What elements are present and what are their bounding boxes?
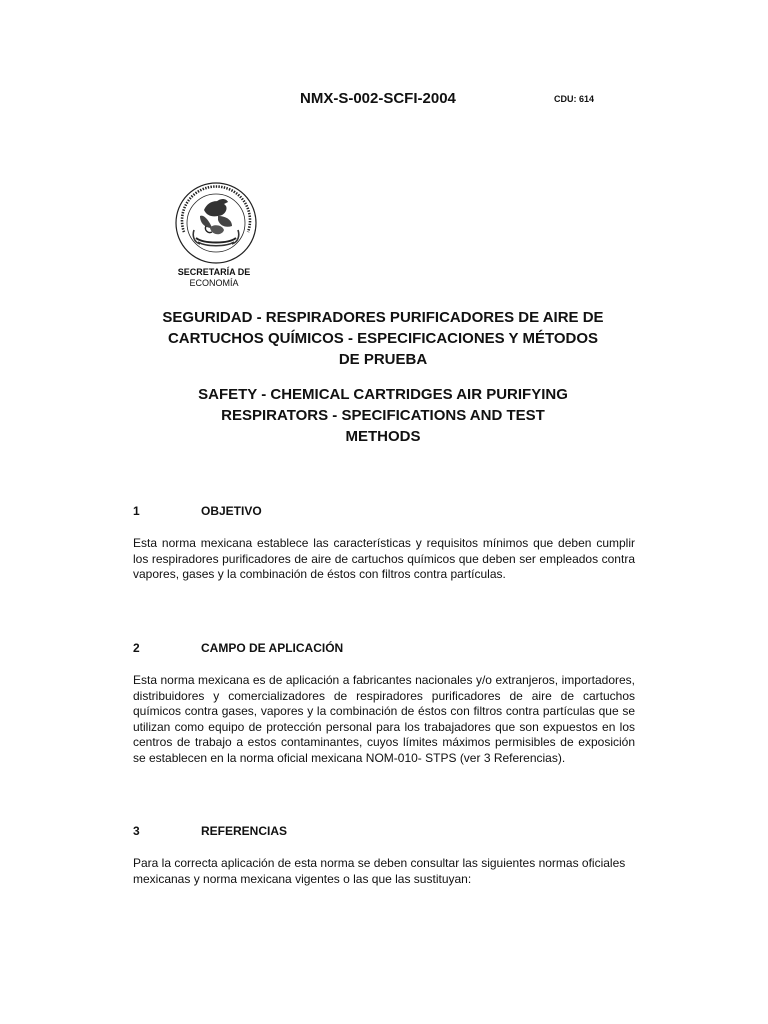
title-spanish-line-3: DE PRUEBA [338, 351, 428, 368]
title-spanish-line-2: CARTUCHOS QUÍMICOS - ESPECIFICACIONES Y MÉTODOS [167, 330, 599, 347]
ministry-line-1: SECRETARÍA DE [177, 267, 251, 277]
section-referencias [133, 824, 635, 899]
section-campo-de-aplicacion [133, 641, 635, 778]
title-spanish-line-1: SEGURIDAD - RESPIRADORES PURIFICADORES DE AIRE DE [162, 309, 604, 326]
section-title: REFERENCIAS [201, 824, 288, 838]
title-english-line-2: RESPIRATORS - SPECIFICATIONS AND TEST [221, 407, 545, 424]
section-number: 1 [133, 504, 140, 518]
section-paragraph: Esta norma mexicana es de aplicación a fabricantes nacionales y/o extranjeros, importadores, distribuidores y comercializadores de respiradores purificadores de aire de cartuchos químicos contra gases, vapores y la combinación de éstos con filtros contra partículas que se utilizan como equipo de protección personal para los trabajadores que son expuestos en los centros de trabajo a estos contaminantes, cuyos límites máximos permisibles de exposición se establecen en la norma oficial mexicana NOM-010- STPS (ver 3 Referencias). [133, 673, 635, 765]
title-english [100, 384, 666, 447]
standard-code: NMX-S-002-SCFI-2004 [300, 90, 456, 107]
cdu-code: CDU: 614 [554, 94, 595, 104]
section-paragraph: Esta norma mexicana establece las características y requisitos mínimos que deben cumplir los respiradores purificadores de aire de cartuchos químicos que deben ser empleados contra vapores, gases y la combinación de éstos con filtros contra partículas. [133, 536, 635, 581]
section-paragraph: Para la correcta aplicación de esta norma se deben consultar las siguientes normas oficiales mexicanas y norma mexicana vigentes o las que las sustituyan: [133, 856, 626, 886]
ministry-name [154, 267, 274, 289]
section-number: 3 [133, 824, 140, 838]
section-title: CAMPO DE APLICACIÓN [201, 641, 344, 655]
title-english-line-1: SAFETY - CHEMICAL CARTRIDGES AIR PURIFYING [198, 386, 568, 403]
title-english-line-3: METHODS [345, 428, 421, 445]
ministry-line-2: ECONOMÍA [189, 278, 239, 288]
section-number: 2 [133, 641, 140, 655]
mexican-coat-of-arms-icon [170, 180, 262, 268]
section-heading [133, 641, 635, 657]
section-heading [133, 504, 635, 520]
title-spanish [100, 307, 666, 370]
section-heading [133, 824, 635, 840]
section-title: OBJETIVO [201, 504, 262, 518]
section-objetivo [133, 504, 635, 595]
